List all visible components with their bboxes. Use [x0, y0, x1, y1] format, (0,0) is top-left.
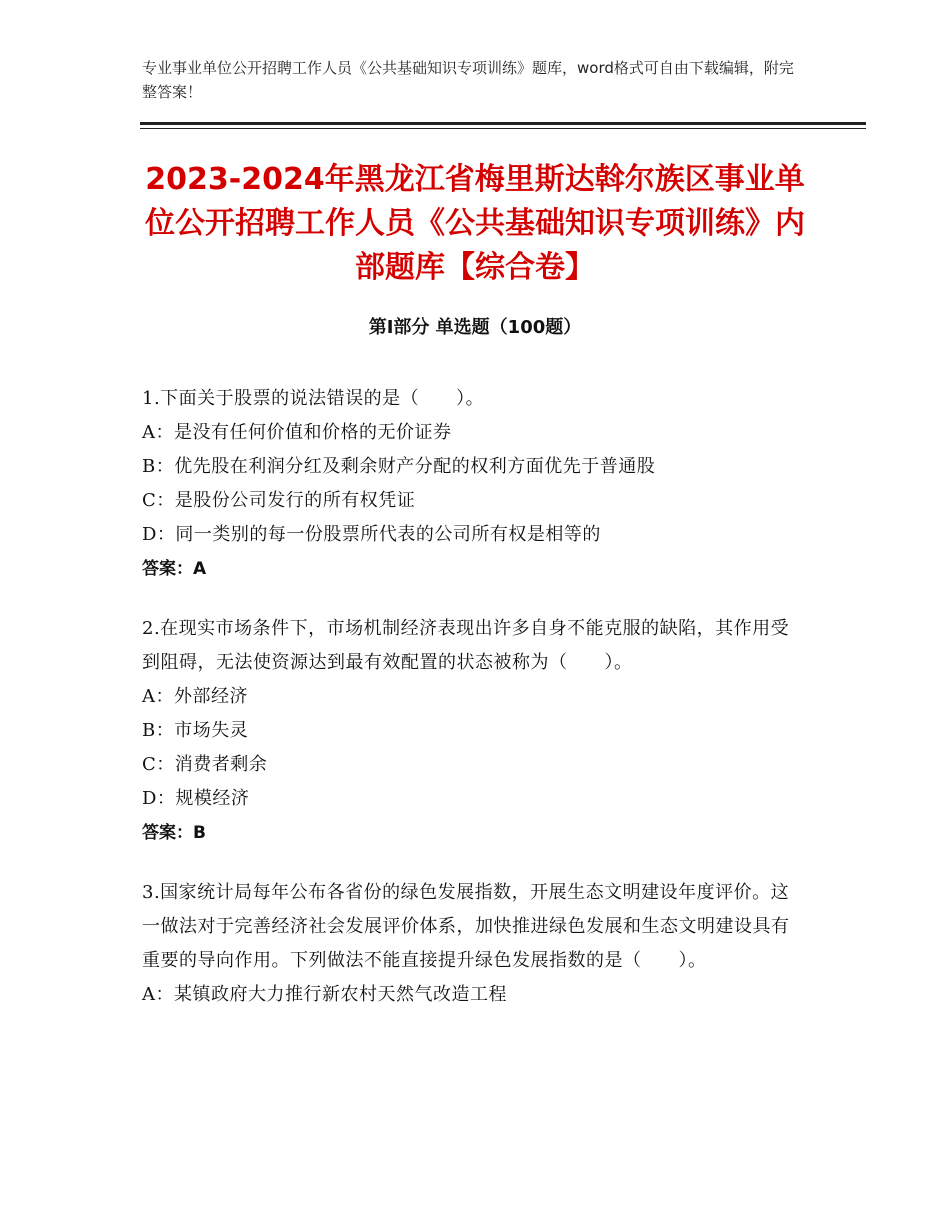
question-stem: 1.下面关于股票的说法错误的是（ ）。 — [142, 388, 485, 409]
option-b: B：优先股在利润分红及剩余财产分配的权利方面优先于普通股 — [142, 456, 656, 477]
section-title: 第I部分 单选题（100题） — [368, 317, 582, 338]
question-3 — [142, 876, 798, 1012]
option-a: A：某镇政府大力推行新农村天然气改造工程 — [142, 984, 507, 1005]
header-rule-thick — [140, 122, 866, 125]
option-c: C：是股份公司发行的所有权凭证 — [142, 490, 416, 511]
question-stem: 2.在现实市场条件下，市场机制经济表现出许多自身不能克服的缺陷，其作用受到阻碍，无法使资源达到最有效配置的状态被称为（ ）。 — [142, 618, 790, 673]
question-2 — [142, 612, 798, 850]
document-title: 2023-2024年黑龙江省梅里斯达斡尔族区事业单位公开招聘工作人员《公共基础知识专项训练》内部题库【综合卷】 — [145, 162, 805, 285]
question-stem: 3.国家统计局每年公布各省份的绿色发展指数，开展生态文明建设年度评价。这一做法对于完善经济社会发展评价体系，加快推进绿色发展和生态文明建设具有重要的导向作用。下列做法不能直接提升绿色发展指数的是（ ）。 — [142, 882, 790, 971]
answer-line: 答案：B — [142, 823, 206, 843]
question-1 — [142, 382, 798, 586]
answer-line: 答案：A — [142, 559, 207, 579]
option-b: B：市场失灵 — [142, 720, 249, 741]
option-a: A：是没有任何价值和价格的无价证券 — [142, 422, 452, 443]
header-note: 专业事业单位公开招聘工作人员《公共基础知识专项训练》题库，word格式可自由下载编辑，附完整答案！ — [142, 59, 794, 101]
option-d: D：同一类别的每一份股票所代表的公司所有权是相等的 — [142, 524, 601, 545]
option-d: D：规模经济 — [142, 788, 250, 809]
option-a: A：外部经济 — [142, 686, 248, 707]
header-rule-thin — [140, 128, 866, 129]
question-list — [142, 382, 798, 1038]
option-c: C：消费者剩余 — [142, 754, 268, 775]
